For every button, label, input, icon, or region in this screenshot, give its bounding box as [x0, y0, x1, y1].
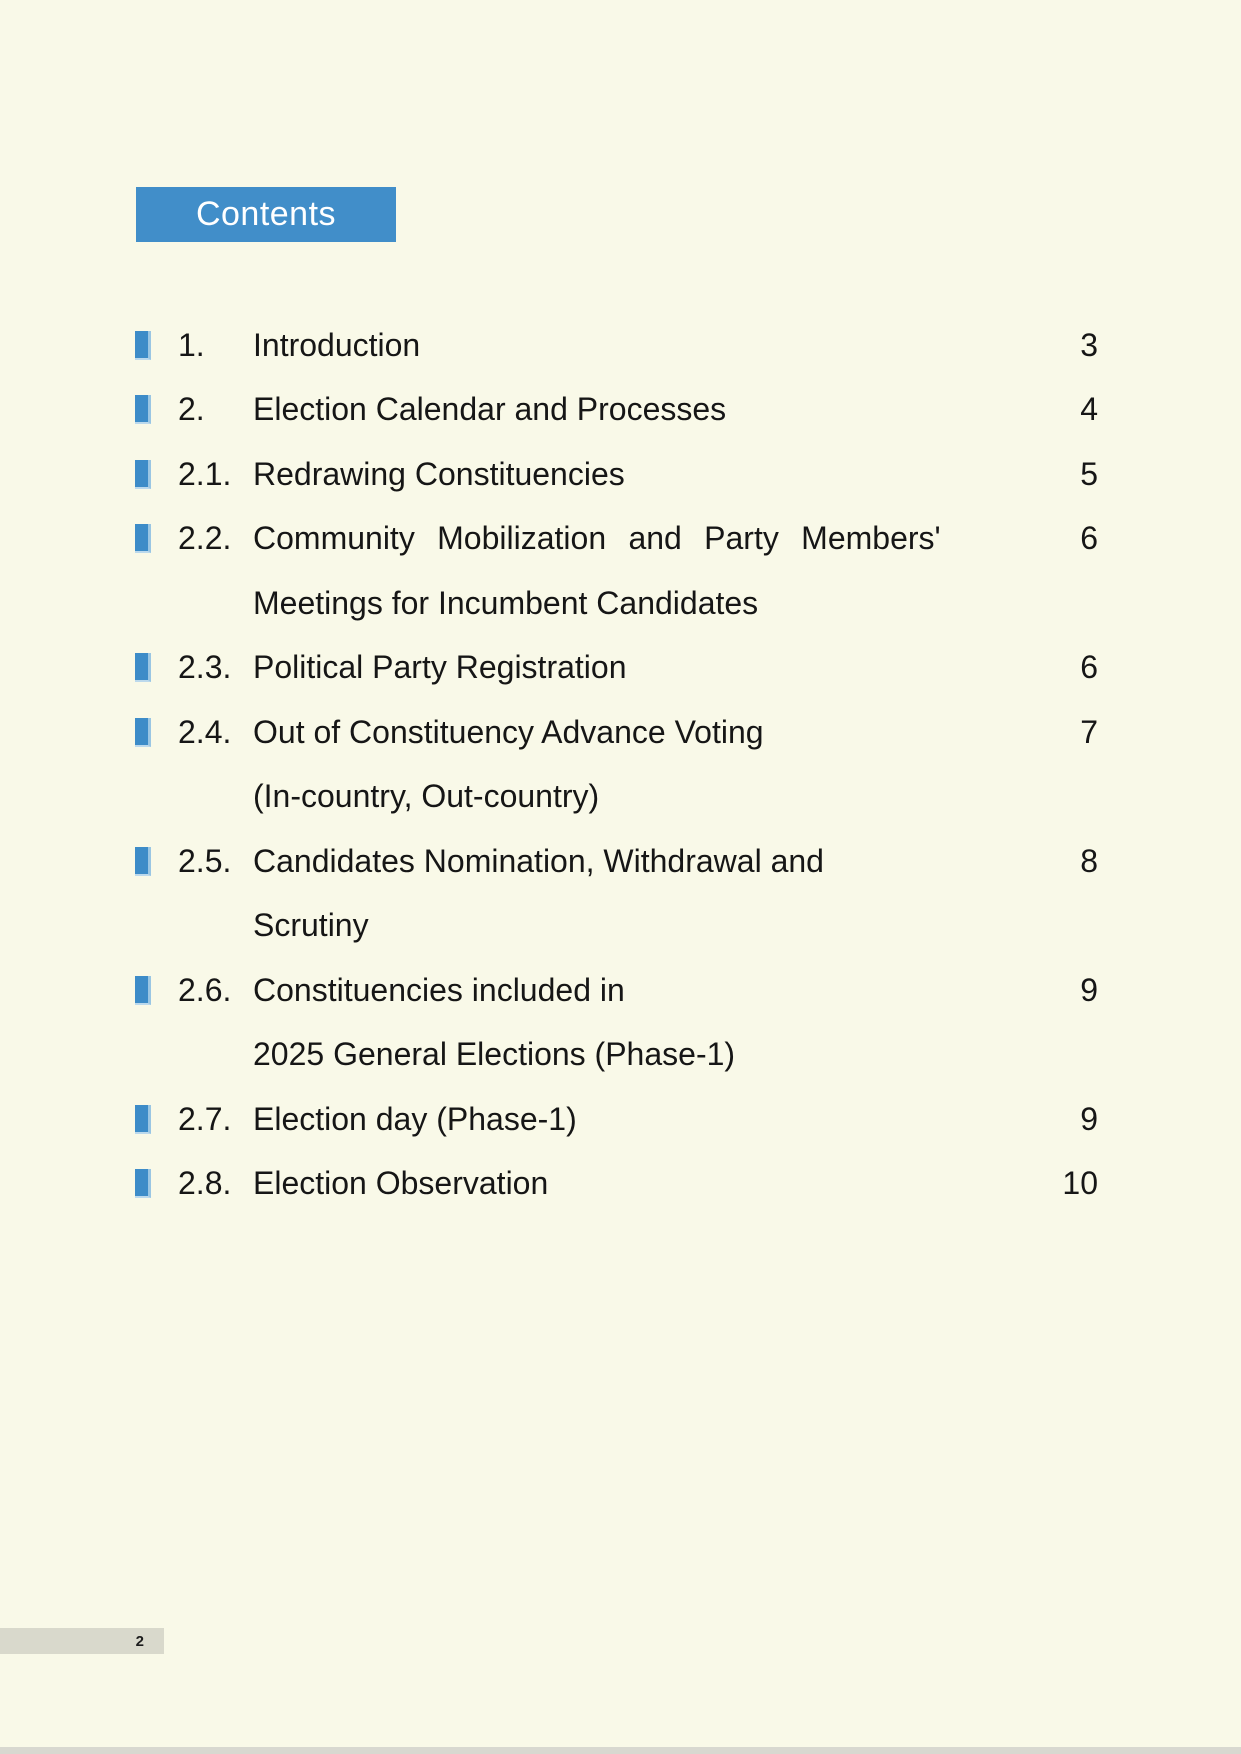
- toc-entry-title: Scrutiny: [253, 907, 369, 944]
- toc-entry-title: Out of Constituency Advance Voting: [253, 713, 764, 750]
- toc-entry-number: 1.: [178, 326, 205, 363]
- toc-entry-page-number: 9: [1080, 1100, 1098, 1137]
- toc-entry-line: [0, 958, 1241, 1023]
- toc-entry-page-number: 4: [1080, 391, 1098, 428]
- toc-entry: [0, 1087, 1241, 1152]
- toc-entry-title: Candidates Nomination, Withdrawal and: [253, 842, 824, 879]
- toc-entry-number: 2.: [178, 391, 205, 428]
- toc-entry-page-number: 7: [1080, 713, 1098, 750]
- toc-entry-line: [0, 1087, 1241, 1152]
- toc-entry-number: 2.3.: [178, 649, 232, 686]
- bullet-square-icon: [135, 331, 151, 360]
- toc-entry-line: [0, 829, 1241, 894]
- toc-entry-line: [0, 636, 1241, 701]
- toc-entry-title: Meetings for Incumbent Candidates: [253, 584, 759, 621]
- toc-entry: [0, 442, 1241, 507]
- toc-entry-title: 2025 General Elections (Phase-1): [253, 1036, 736, 1073]
- toc-entry-line: [0, 507, 1241, 572]
- toc-entry-line: [0, 313, 1241, 378]
- toc-entry-continuation-line: [0, 765, 1241, 830]
- toc-entry-page-number: 8: [1080, 842, 1098, 879]
- toc-entry: [0, 507, 1241, 636]
- toc-entry: [0, 378, 1241, 443]
- bullet-square-icon: [135, 976, 151, 1005]
- toc-entry-page-number: 10: [1062, 1165, 1098, 1202]
- bullet-square-icon: [135, 395, 151, 424]
- toc-entry-title: Redrawing Constituencies: [253, 455, 625, 492]
- toc-entry: [0, 700, 1241, 829]
- toc-entry-number: 2.4.: [178, 713, 232, 750]
- toc-entry-title: (In-country, Out-country): [253, 778, 600, 815]
- toc-entry-page-number: 5: [1080, 455, 1098, 492]
- toc-entry-continuation-line: [0, 894, 1241, 959]
- bullet-square-icon: [135, 653, 151, 682]
- contents-heading-box: [136, 187, 396, 242]
- toc-entry-title: Introduction: [253, 326, 421, 363]
- toc-entry-number: 2.7.: [178, 1100, 232, 1137]
- toc-entry-number: 2.5.: [178, 842, 232, 879]
- bullet-square-icon: [135, 460, 151, 489]
- bullet-square-icon: [135, 847, 151, 876]
- toc-entry-number: 2.2.: [178, 520, 232, 557]
- toc-entry-page-number: 6: [1080, 649, 1098, 686]
- toc-entry-line: [0, 442, 1241, 507]
- toc-entry-number: 2.1.: [178, 455, 232, 492]
- page-bottom-edge: [0, 1747, 1241, 1754]
- toc-entry-line: [0, 378, 1241, 443]
- bullet-square-icon: [135, 524, 151, 553]
- toc-entry-title: Community Mobilization and Party Members': [253, 520, 941, 557]
- toc-entry-page-number: 9: [1080, 971, 1098, 1008]
- toc-entry: [0, 636, 1241, 701]
- toc-entry-continuation-line: [0, 571, 1241, 636]
- toc-entry-title: Election Observation: [253, 1165, 549, 1202]
- toc-entry: [0, 958, 1241, 1087]
- toc-entry-number: 2.6.: [178, 971, 232, 1008]
- toc-entry-title: Election Calendar and Processes: [253, 391, 727, 428]
- toc-entry-number: 2.8.: [178, 1165, 232, 1202]
- bullet-square-icon: [135, 1169, 151, 1198]
- toc-entry-title: Political Party Registration: [253, 649, 627, 686]
- toc-entry-line: [0, 700, 1241, 765]
- toc-entry-continuation-line: [0, 1023, 1241, 1088]
- toc-entry: [0, 1152, 1241, 1217]
- toc-entry-title: Election day (Phase-1): [253, 1100, 577, 1137]
- bullet-square-icon: [135, 1105, 151, 1134]
- toc-entry-page-number: 3: [1080, 326, 1098, 363]
- footer-page-tab: [0, 1628, 164, 1654]
- bullet-square-icon: [135, 718, 151, 747]
- toc-entry-line: [0, 1152, 1241, 1217]
- toc-entry-title: Constituencies included in: [253, 971, 625, 1008]
- page-title: Contents: [195, 195, 337, 233]
- footer-page-number: 2: [135, 1632, 144, 1650]
- toc-entry: [0, 313, 1241, 378]
- table-of-contents: [0, 313, 1241, 1216]
- toc-entry-page-number: 6: [1080, 520, 1098, 557]
- toc-entry: [0, 829, 1241, 958]
